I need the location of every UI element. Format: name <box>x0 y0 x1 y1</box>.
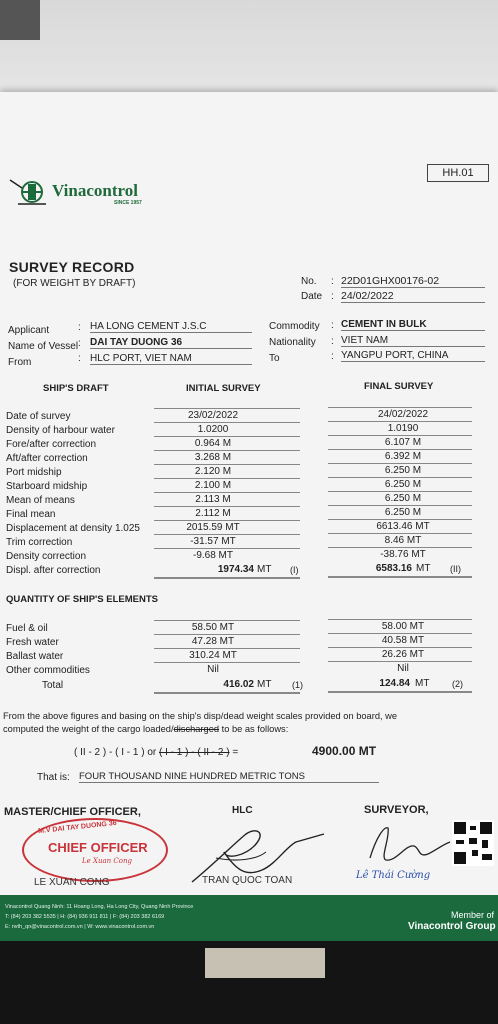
draft-initial-rule <box>154 478 300 479</box>
draft-final-value: 24/02/2022 <box>377 409 429 420</box>
to-label: To <box>269 353 280 364</box>
from-label: From <box>8 357 32 368</box>
draft-final-rule <box>328 407 472 408</box>
draft-row-label: Starboard midship <box>6 481 88 492</box>
draft-final-rule <box>328 533 472 534</box>
draft-final-rule <box>328 491 472 492</box>
draft-initial-value: 2015.59 MT <box>186 522 240 533</box>
record-number: 22D01GHX00176-02 <box>341 275 485 288</box>
element-final-rule <box>328 647 472 648</box>
summary-line-2 <box>3 724 288 734</box>
draft-row-label: Trim correction <box>6 537 73 548</box>
record-date: 24/02/2022 <box>341 290 485 303</box>
surveyor-label: SURVEYOR, <box>364 804 429 816</box>
stamp-vessel: M.V DAI TAY DUONG 36 <box>37 819 117 836</box>
draft-row-label: Date of survey <box>6 411 71 422</box>
to-colon: : <box>331 351 334 362</box>
draft-initial-rule <box>154 520 300 521</box>
element-initial-rule <box>154 620 300 621</box>
draft-initial-value: 3.268 M <box>194 452 232 463</box>
draft-initial-value: 2.112 M <box>195 508 231 519</box>
form-code: HH.01 <box>427 164 489 182</box>
from-value: HLC PORT, VIET NAM <box>90 353 252 365</box>
vinacontrol-logo-icon <box>8 174 52 210</box>
draft-initial-value: 2.100 M <box>194 480 232 491</box>
background-corner <box>0 0 40 40</box>
commodity-colon: : <box>331 320 334 331</box>
applicant-colon: : <box>78 322 81 333</box>
draft-heading: SHIP'S DRAFT <box>43 383 109 394</box>
total-final-underline <box>328 691 472 693</box>
draft-initial-rule <box>154 436 300 437</box>
element-initial-rule <box>154 662 300 663</box>
draft-final-value: 6.392 M <box>384 451 422 462</box>
footer-phones: T: (84) 203 382 5535 | H: (84) 936 911 811 | F: (84) 203 382 6169 <box>5 914 165 920</box>
element-final-value: Nil <box>397 663 409 674</box>
element-initial-value: Nil <box>207 664 219 675</box>
summary-line-2-end: to be as follows: <box>219 724 289 734</box>
draft-initial-rule <box>154 492 300 493</box>
master-printed-name: LE XUAN CONG <box>34 877 110 888</box>
displ-initial-underline <box>154 577 300 579</box>
element-initial-value: 58.50 MT <box>191 622 235 633</box>
chief-officer-stamp <box>22 818 168 882</box>
draft-row-label: Density of harbour water <box>6 425 115 436</box>
surveyor-signature <box>362 818 452 868</box>
draft-initial-rule <box>154 506 300 507</box>
draft-final-rule <box>328 519 472 520</box>
background-paper-scrap <box>205 948 325 978</box>
draft-row-label: Final mean <box>6 509 56 520</box>
cargo-weight-result: 4900.00 MT <box>312 744 377 758</box>
footer-group: Vinacontrol Group <box>408 921 496 932</box>
draft-initial-rule <box>154 534 300 535</box>
draft-final-rule <box>328 463 472 464</box>
displ-initial-mark: (I) <box>290 565 299 575</box>
no-label: No. <box>301 276 317 287</box>
element-row-label: Fuel & oil <box>6 623 48 634</box>
nationality-label: Nationality <box>269 337 316 348</box>
draft-final-value: 6613.46 MT <box>376 521 430 532</box>
final-survey-heading: FINAL SURVEY <box>364 381 434 392</box>
draft-final-rule <box>328 505 472 506</box>
footer-address: Vinacontrol Quang Ninh: 11 Hoang Long, Ha Long City, Quang Ninh Province <box>5 904 194 910</box>
summary-line-1: From the above figures and basing on the ship's disp/dead weight scales provided on board, we <box>3 711 398 721</box>
nationality-value: VIET NAM <box>341 335 485 347</box>
draft-row-label: Displacement at density 1.025 <box>6 523 140 534</box>
date-label: Date <box>301 291 323 302</box>
displ-final-underline <box>328 576 472 578</box>
draft-initial-rule <box>154 422 300 423</box>
company-since: SINCE 1957 <box>114 200 142 206</box>
surveyor-name: Lê Thái Cường <box>356 870 431 881</box>
to-value: YANGPU PORT, CHINA <box>341 350 485 362</box>
draft-initial-rule <box>154 464 300 465</box>
displ-final-unit: MT <box>416 563 431 574</box>
draft-row-label: Density correction <box>6 551 87 562</box>
master-label: MASTER/CHIEF OFFICER, <box>4 806 141 818</box>
footer-member: Member of <box>451 910 495 920</box>
element-row-label: Ballast water <box>6 651 64 662</box>
displ-initial: 1974.34 <box>217 564 254 575</box>
document-subtitle: (FOR WEIGHT BY DRAFT) <box>13 278 136 289</box>
draft-initial-value: 1.0200 <box>197 424 229 435</box>
document-title: SURVEY RECORD <box>9 259 135 275</box>
total-initial-underline <box>154 692 300 694</box>
company-logo-text: Vinacontrol <box>52 181 138 200</box>
summary-line-2-start: computed the weight of the cargo loaded/ <box>3 724 174 734</box>
draft-final-rule <box>328 477 472 478</box>
vessel-value: DAI TAY DUONG 36 <box>90 337 252 349</box>
draft-final-value: -38.76 MT <box>380 549 426 560</box>
vessel-colon: : <box>78 338 81 349</box>
no-colon: : <box>331 276 334 287</box>
element-final-value: 26.26 MT <box>381 649 425 660</box>
draft-initial-value: -31.57 MT <box>190 536 236 547</box>
qr-code-icon <box>452 820 494 866</box>
draft-final-value: 6.250 M <box>384 507 422 518</box>
element-final-rule <box>328 633 472 634</box>
draft-final-value: 6.250 M <box>384 479 422 490</box>
formula-struck: ( I - 1 ) - ( II - 2 ) <box>159 747 230 758</box>
draft-final-value: 6.250 M <box>384 493 422 504</box>
draft-initial-value: 2.113 M <box>195 494 231 505</box>
applicant-value: HA LONG CEMENT J.S.C <box>90 321 252 333</box>
total-initial-unit: MT <box>257 679 272 690</box>
element-row-label: Fresh water <box>6 637 59 648</box>
draft-final-value: 8.46 MT <box>384 535 422 546</box>
formula <box>74 747 238 758</box>
draft-initial-rule <box>154 548 300 549</box>
displ-final: 6583.16 <box>375 563 412 574</box>
stamp-title: CHIEF OFFICER <box>48 840 148 855</box>
elements-heading: QUANTITY OF SHIP'S ELEMENTS <box>6 594 158 605</box>
commodity-label: Commodity <box>269 321 320 332</box>
stamp-name: Le Xuan Cong <box>82 857 132 865</box>
draft-row-label: Port midship <box>6 467 62 478</box>
total-final-unit: MT <box>415 678 430 689</box>
element-initial-rule <box>154 648 300 649</box>
draft-row-label: Aft/after correction <box>6 453 88 464</box>
draft-final-value: 6.250 M <box>384 465 422 476</box>
element-row-label: Other commodities <box>6 665 90 676</box>
displ-initial-unit: MT <box>257 564 272 575</box>
summary-struck-word: discharged <box>173 724 220 734</box>
hlc-label: HLC <box>232 805 253 816</box>
formula-equals: = <box>229 747 239 758</box>
draft-row-label: Mean of means <box>6 495 75 506</box>
draft-final-rule <box>328 449 472 450</box>
total-initial: 416.02 <box>223 679 254 690</box>
formula-main: ( II - 2 ) - ( I - 1 ) or <box>74 747 159 758</box>
footer-email-web: E: nvth_qn@vinacontrol.com.vn | W: www.vinacontrol.com.vn <box>5 924 155 930</box>
displ-label: Displ. after correction <box>6 565 101 576</box>
draft-final-rule <box>328 435 472 436</box>
draft-initial-rule <box>154 450 300 451</box>
background-top <box>0 0 498 100</box>
draft-final-rule <box>328 421 472 422</box>
element-initial-rule <box>154 634 300 635</box>
draft-initial-rule <box>154 408 300 409</box>
initial-survey-heading: INITIAL SURVEY <box>186 383 261 394</box>
draft-initial-value: 0.964 M <box>194 438 232 449</box>
draft-final-rule <box>328 547 472 548</box>
total-initial-mark: (1) <box>292 680 303 690</box>
draft-initial-value: 23/02/2022 <box>187 410 239 421</box>
element-final-value: 40.58 MT <box>381 635 425 646</box>
from-colon: : <box>78 353 81 364</box>
displ-final-mark: (II) <box>450 564 461 574</box>
thatis-value: FOUR THOUSAND NINE HUNDRED METRIC TONS <box>79 771 379 783</box>
nationality-colon: : <box>331 336 334 347</box>
draft-final-value: 6.107 M <box>384 437 422 448</box>
hlc-printed-name: TRAN QUOC TOAN <box>202 875 293 886</box>
applicant-label: Applicant <box>8 325 50 336</box>
draft-row-label: Fore/after correction <box>6 439 97 450</box>
draft-final-value: 1.0190 <box>387 423 419 434</box>
element-initial-value: 310.24 MT <box>189 650 237 661</box>
commodity-value: CEMENT IN BULK <box>341 319 485 331</box>
vessel-label: Name of Vessel <box>8 341 79 352</box>
total-label: Total <box>42 680 64 691</box>
draft-initial-value: -9.68 MT <box>192 550 233 561</box>
element-final-value: 58.00 MT <box>381 621 425 632</box>
date-colon: : <box>331 291 334 302</box>
element-final-rule <box>328 619 472 620</box>
total-final-mark: (2) <box>452 679 463 689</box>
element-initial-value: 47.28 MT <box>191 636 235 647</box>
element-final-rule <box>328 661 472 662</box>
total-final: 124.84 <box>379 678 410 689</box>
draft-initial-value: 2.120 M <box>194 466 232 477</box>
thatis-label: That is: <box>37 772 70 783</box>
